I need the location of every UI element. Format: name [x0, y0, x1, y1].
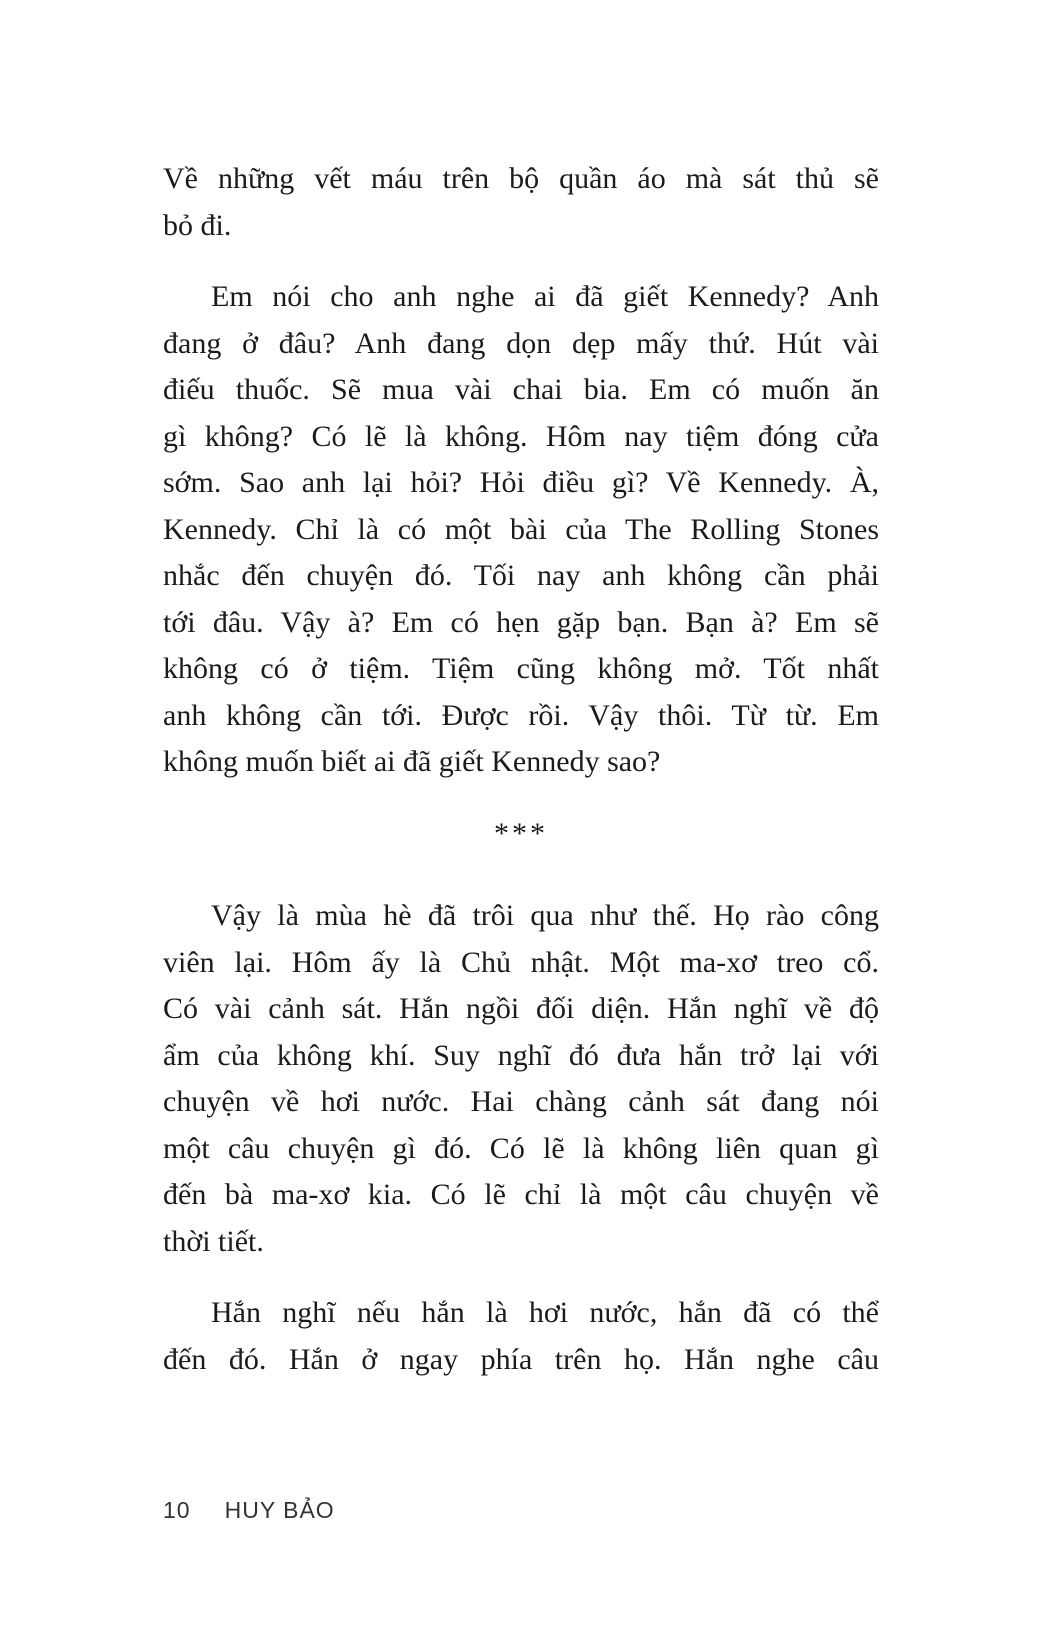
text-line: một câu chuyện gì đó. Có lẽ là không liên quan gì: [163, 1131, 879, 1165]
text-line: tới đâu. Vậy à? Em có hẹn gặp bạn. Bạn à? Em sẽ: [163, 605, 879, 639]
text-line: điếu thuốc. Sẽ mua vài chai bia. Em có muốn ăn: [163, 373, 879, 406]
text-line: không muốn biết ai đã giết Kennedy sao?: [163, 745, 661, 778]
text-line: Về những vết máu trên bộ quần áo mà sát thủ sẽ: [163, 162, 879, 195]
text-line: anh không cần tới. Được rồi. Vậy thôi. Từ từ. Em: [163, 698, 879, 732]
text-line: chuyện về hơi nước. Hai chàng cảnh sát đang nói: [163, 1085, 879, 1118]
running-footer-author: HUY BẢO: [224, 1497, 335, 1523]
text-line: ẩm của không khí. Suy nghĩ đó đưa hắn trở lại với: [163, 1038, 879, 1072]
page-number: 10: [163, 1497, 191, 1523]
text-line: bỏ đi.: [163, 208, 232, 242]
text-line: đến bà ma-xơ kia. Có lẽ chỉ là một câu chuyện về: [163, 1178, 879, 1211]
paragraph: [163, 893, 879, 1265]
text-line: Có vài cảnh sát. Hắn ngồi đối diện. Hắn nghĩ về độ: [163, 992, 879, 1025]
text-line: không có ở tiệm. Tiệm cũng không mở. Tốt nhất: [163, 652, 879, 685]
text-line: viên lại. Hôm ấy là Chủ nhật. Một ma-xơ treo cổ.: [163, 945, 879, 979]
text-line: thời tiết.: [163, 1224, 264, 1258]
paragraph: [163, 156, 879, 249]
text-line: nhắc đến chuyện đó. Tối nay anh không cần phải: [163, 559, 879, 592]
text-line: đến đó. Hắn ở ngay phía trên họ. Hắn nghe câu: [163, 1342, 879, 1376]
text-line: Vậy là mùa hè đã trôi qua như thế. Họ rào công: [211, 899, 879, 932]
text-line: sớm. Sao anh lại hỏi? Hỏi điều gì? Về Kennedy. À,: [163, 466, 879, 499]
text-line: Kennedy. Chỉ là có một bài của The Rolling Stones: [163, 512, 879, 546]
paragraph: [163, 1290, 879, 1383]
page-body: [163, 156, 879, 1408]
text-line: Hắn nghĩ nếu hắn là hơi nước, hắn đã có thể: [211, 1296, 879, 1329]
page-footer: [163, 1497, 335, 1524]
text-line: Em nói cho anh nghe ai đã giết Kennedy? Anh: [211, 280, 879, 313]
section-divider: ***: [494, 816, 548, 850]
text-line: gì không? Có lẽ là không. Hôm nay tiệm đóng cửa: [163, 419, 879, 453]
paragraph: [163, 274, 879, 786]
text-line: đang ở đâu? Anh đang dọn dẹp mấy thứ. Hút vài: [163, 326, 879, 360]
